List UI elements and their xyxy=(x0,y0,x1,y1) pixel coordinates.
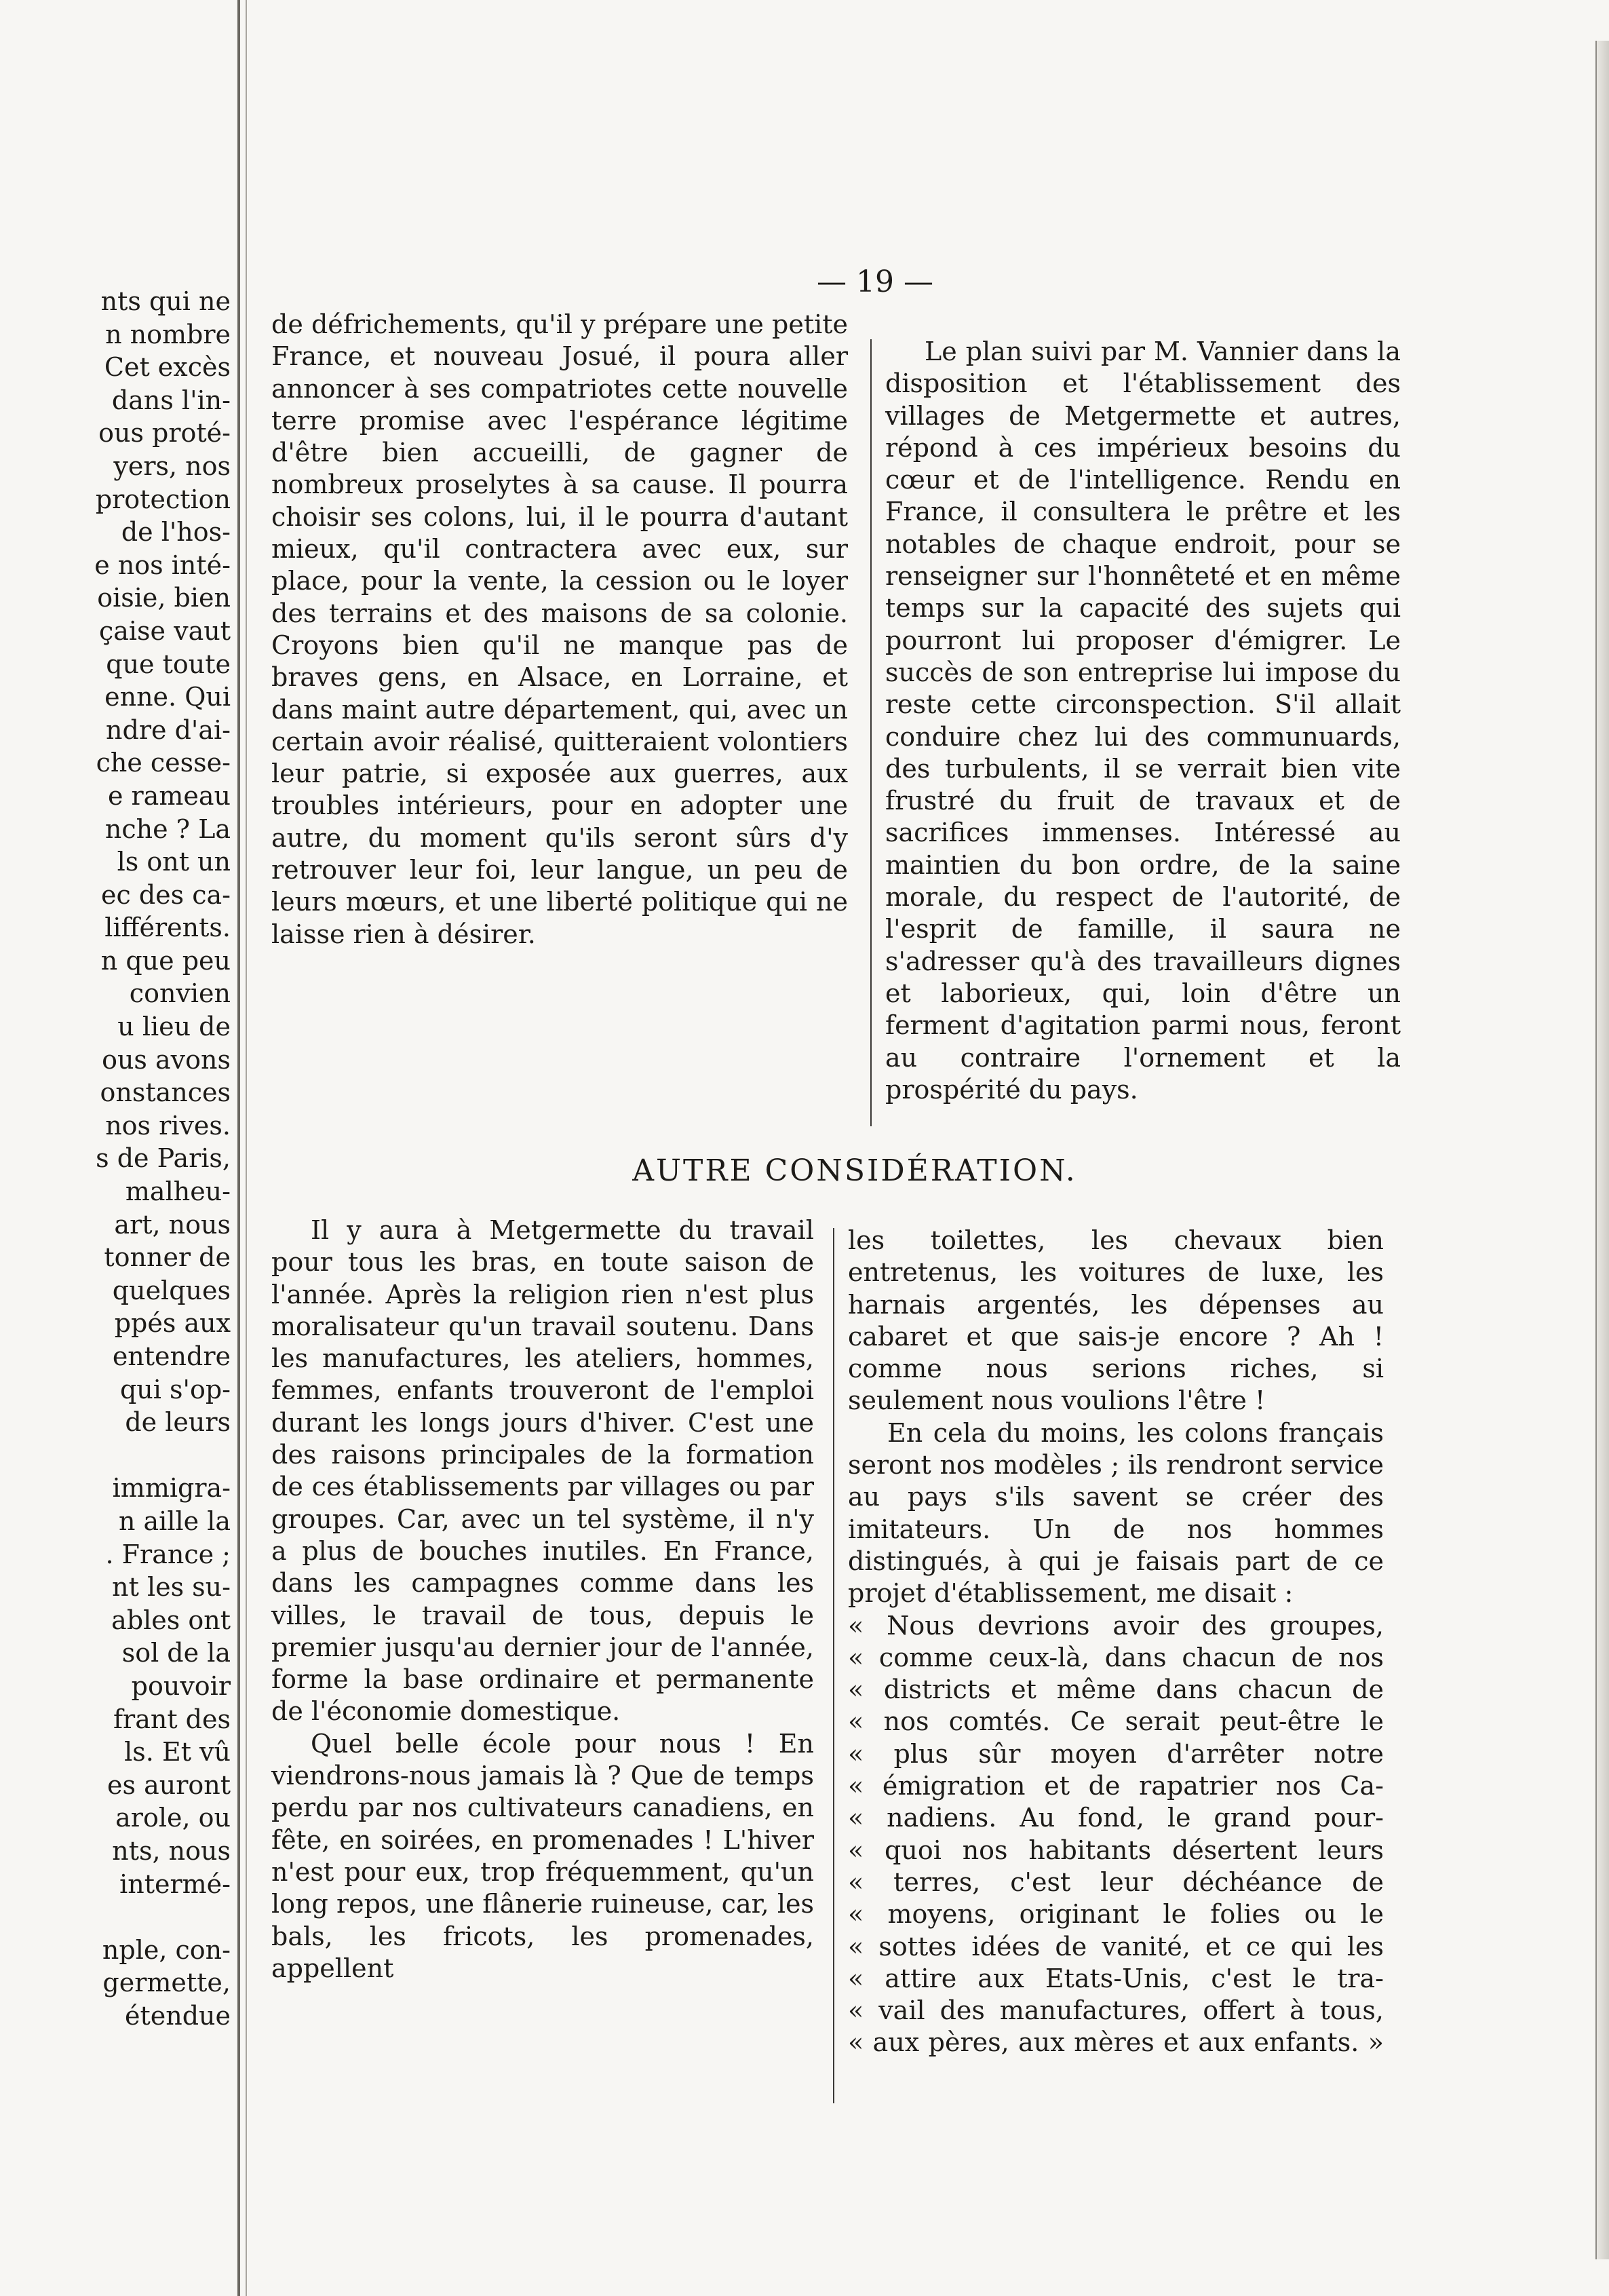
fragment-line: nple, con- xyxy=(102,1934,231,1965)
fragment-line: pouvoir xyxy=(131,1670,231,1701)
quote-line: « sottes idées de vanité, et ce qui les xyxy=(848,1931,1384,1962)
fragment-line: sol de la xyxy=(121,1638,231,1668)
column-top-left xyxy=(271,309,848,951)
quote-line: « plus sûr moyen d'arrêter notre xyxy=(848,1738,1384,1769)
fragment-line: quelques xyxy=(112,1275,231,1305)
fragment-line: n nombre xyxy=(105,319,231,349)
fragment-line: nt les su- xyxy=(112,1572,231,1603)
quote-line: « vail des manufactures, offert à tous, xyxy=(848,1995,1384,2026)
fragment-line: nts qui ne xyxy=(100,286,231,316)
fragment-line: frant des xyxy=(113,1704,231,1734)
page-gutter-shadow xyxy=(237,0,240,2296)
quote-line: « nos comtés. Ce serait peut-être le xyxy=(848,1706,1384,1737)
fragment-line: de leurs xyxy=(125,1407,231,1438)
fragment-line: n que peu xyxy=(100,945,231,976)
fragment-line: s de Paris, xyxy=(96,1143,231,1174)
fragment-line: che cesse- xyxy=(96,748,231,778)
fragment-line xyxy=(0,1900,231,1934)
quote-line: « comme ceux-là, dans chacun de nos xyxy=(848,1642,1384,1672)
fragment-line: intermé- xyxy=(119,1869,231,1899)
paragraph: les toilettes, les chevaux bien entretenus, les voitures de luxe, les harnais argentés, les dépenses au cabaret et que sais-je encore ? Ah ! comme nous serions riches, si seulement nous voulions l'être ! xyxy=(848,1225,1384,1416)
fragment-line: enne. Qui xyxy=(104,682,231,712)
fragment-line: ables ont xyxy=(111,1605,231,1635)
column-bottom-right xyxy=(848,1225,1384,2059)
fragment-line xyxy=(0,1439,231,1472)
fragment-line: convien xyxy=(129,978,231,1009)
quote-line: « aux pères, aux mères et aux enfants. » xyxy=(848,2027,1384,2058)
fragment-line: ls. Et vû xyxy=(124,1737,231,1767)
fragment-line: nts, nous xyxy=(112,1835,231,1866)
fragment-line: immigra- xyxy=(112,1473,231,1504)
fragment-line: Cet excès xyxy=(104,352,231,383)
fragment-line: nos rives. xyxy=(105,1110,231,1141)
fragment-line: ous avons xyxy=(102,1044,231,1075)
quote-line: « nadiens. Au fond, le grand pour- xyxy=(848,1803,1384,1833)
paragraph: Il y aura à Metgermette du travail pour tous les bras, en toute saison de l'année. Après la religion rien n'est plus moralisateur qu'un travail soutenu. Dans les manufactures, les ateliers, hommes, femmes, enfants trouveront de l'emploi durant les longs jours d'hiver. C'est une des raisons principales de la formation de ces établissements par villages ou par groupes. Car, avec un tel système, il n'y a plus de bouches inutiles. En France, dans les campagnes comme dans les villes, le travail de tous, depuis le premier jusqu'au dernier jour de l'année, forme la base ordinaire et permanente de l'économie domestique. xyxy=(271,1215,814,1727)
page-number: — 19 — xyxy=(817,265,933,299)
fragment-line: qui s'op- xyxy=(119,1374,231,1404)
fragment-line: malheu- xyxy=(125,1176,231,1207)
fragment-line: nche ? La xyxy=(104,814,231,844)
fragment-line: onstances xyxy=(100,1077,231,1108)
quote-line: « quoi nos habitants désertent leurs xyxy=(848,1835,1384,1865)
fragment-line: yers, nos xyxy=(113,451,231,481)
fragment-line: ppés aux xyxy=(114,1308,231,1339)
page-gutter-line xyxy=(246,0,247,2296)
fragment-line: ous proté- xyxy=(98,418,231,448)
fragment-line: e rameau xyxy=(107,780,231,811)
paragraph: Quel belle école pour nous ! En viendrons-nous jamais là ? Que de temps perdu par nos cultivateurs canadiens, en fête, en soirées, en promenades ! L'hiver n'est pour eux, trop fréquemment, qu'un long repos, une flânerie ruineuse, car, les bals, les fricots, les promenades, appellent xyxy=(271,1728,814,1983)
column-bottom-left xyxy=(271,1214,814,1985)
quote-line: « Nous devrions avoir des groupes, xyxy=(848,1610,1384,1641)
fragment-line: oisie, bien xyxy=(97,583,231,613)
fragment-line: . France ; xyxy=(105,1539,231,1569)
column-rule-bottom xyxy=(833,1228,834,2103)
fragment-line: de l'hos- xyxy=(121,517,231,548)
fragment-line: art, nous xyxy=(114,1209,231,1240)
fragment-line: çaise vaut xyxy=(98,615,231,646)
facing-page-fragments xyxy=(0,285,231,2032)
quote-line: « moyens, originant le folies ou le xyxy=(848,1899,1384,1930)
page-stack-edge xyxy=(1595,41,1609,2259)
fragment-line: e nos inté- xyxy=(94,550,231,580)
fragment-line: ec des ca- xyxy=(100,879,231,910)
quote-line: « attire aux Etats-Unis, c'est le tra- xyxy=(848,1963,1384,1993)
quote-line: « émigration et de rapatrier nos Ca- xyxy=(848,1771,1384,1801)
paragraph: Le plan suivi par M. Vannier dans la disposition et l'établissement des villages de Metgermette et autres, répond à ces impérieux besoins du cœur et de l'intelligence. Rendu en France, il consultera le prêtre et les notables de chaque endroit, pour se renseigner sur l'honnêteté et en même temps sur la capacité des sujets qui pourront lui proposer d'émigrer. Le succès de son entreprise lui impose du reste cette circonspection. S'il allait conduire chez lui des communuards, des turbulents, il se verrait bien vite frustré du fruit de travaux et de sacrifices immenses. Intéressé au maintien du bon ordre, de la saine morale, du respect de l'autorité, de l'esprit de famille, il saura ne s'adresser qu'à des travailleurs dignes et laborieux, qui, loin d'être un ferment d'agitation parmi nous, feront au contraire l'ornement et la prospérité du pays. xyxy=(885,337,1401,1105)
fragment-line: protection xyxy=(95,484,231,514)
fragment-line: que toute xyxy=(106,649,231,679)
quote-line: « districts et même dans chacun de xyxy=(848,1675,1384,1705)
fragment-line: ndre d'ai- xyxy=(106,714,231,745)
fragment-line: tonner de xyxy=(104,1242,231,1273)
fragment-line: ls ont un xyxy=(117,847,231,877)
column-top-right xyxy=(885,336,1401,1106)
section-heading: AUTRE CONSIDÉRATION. xyxy=(632,1153,1077,1188)
fragment-line: u lieu de xyxy=(117,1012,231,1042)
fragment-line: étendue xyxy=(124,2000,231,2031)
fragment-line: germette, xyxy=(102,1968,231,1998)
fragment-line: entendre xyxy=(112,1341,231,1371)
column-rule-top xyxy=(870,339,872,1126)
paragraph: En cela du moins, les colons français seront nos modèles ; ils rendront service au pays s'ils savent se créer des imitateurs. Un de nos hommes distingués, à qui je faisais part de ce projet d'établissement, me disait : xyxy=(848,1417,1384,1609)
quote-line: « terres, c'est leur déchéance de xyxy=(848,1867,1384,1897)
fragment-line: lifférents. xyxy=(104,913,231,943)
fragment-line: es auront xyxy=(107,1769,231,1800)
fragment-line: n aille la xyxy=(118,1506,231,1536)
fragment-line: arole, ou xyxy=(115,1803,231,1833)
paragraph: de défrichements, qu'il y prépare une petite France, et nouveau Josué, il poura aller annoncer à ses compatriotes cette nouvelle terre promise avec l'espérance légitime d'être bien accueilli, de gagner de nombreux proselytes à sa cause. Il pourra choisir ses colons, lui, il le pourra d'autant mieux, qu'il contractera avec eux, sur place, pour la vente, la cession ou le loyer des terrains et des maisons de sa colonie. Croyons bien qu'il ne manque pas de braves gens, en Alsace, en Lorraine, et dans maint autre département, qui, avec un certain avoir réalisé, quitteraient volontiers leur patrie, si exposée aux guerres, aux troubles intérieurs, pour en adopter une autre, du moment qu'ils seront sûrs d'y retrouver leur foi, leur langue, un peu de leurs mœurs, et une liberté politique qui ne laisse rien à désirer. xyxy=(271,309,848,949)
quoted-passage xyxy=(848,1610,1384,2059)
fragment-line: dans l'in- xyxy=(111,385,231,415)
